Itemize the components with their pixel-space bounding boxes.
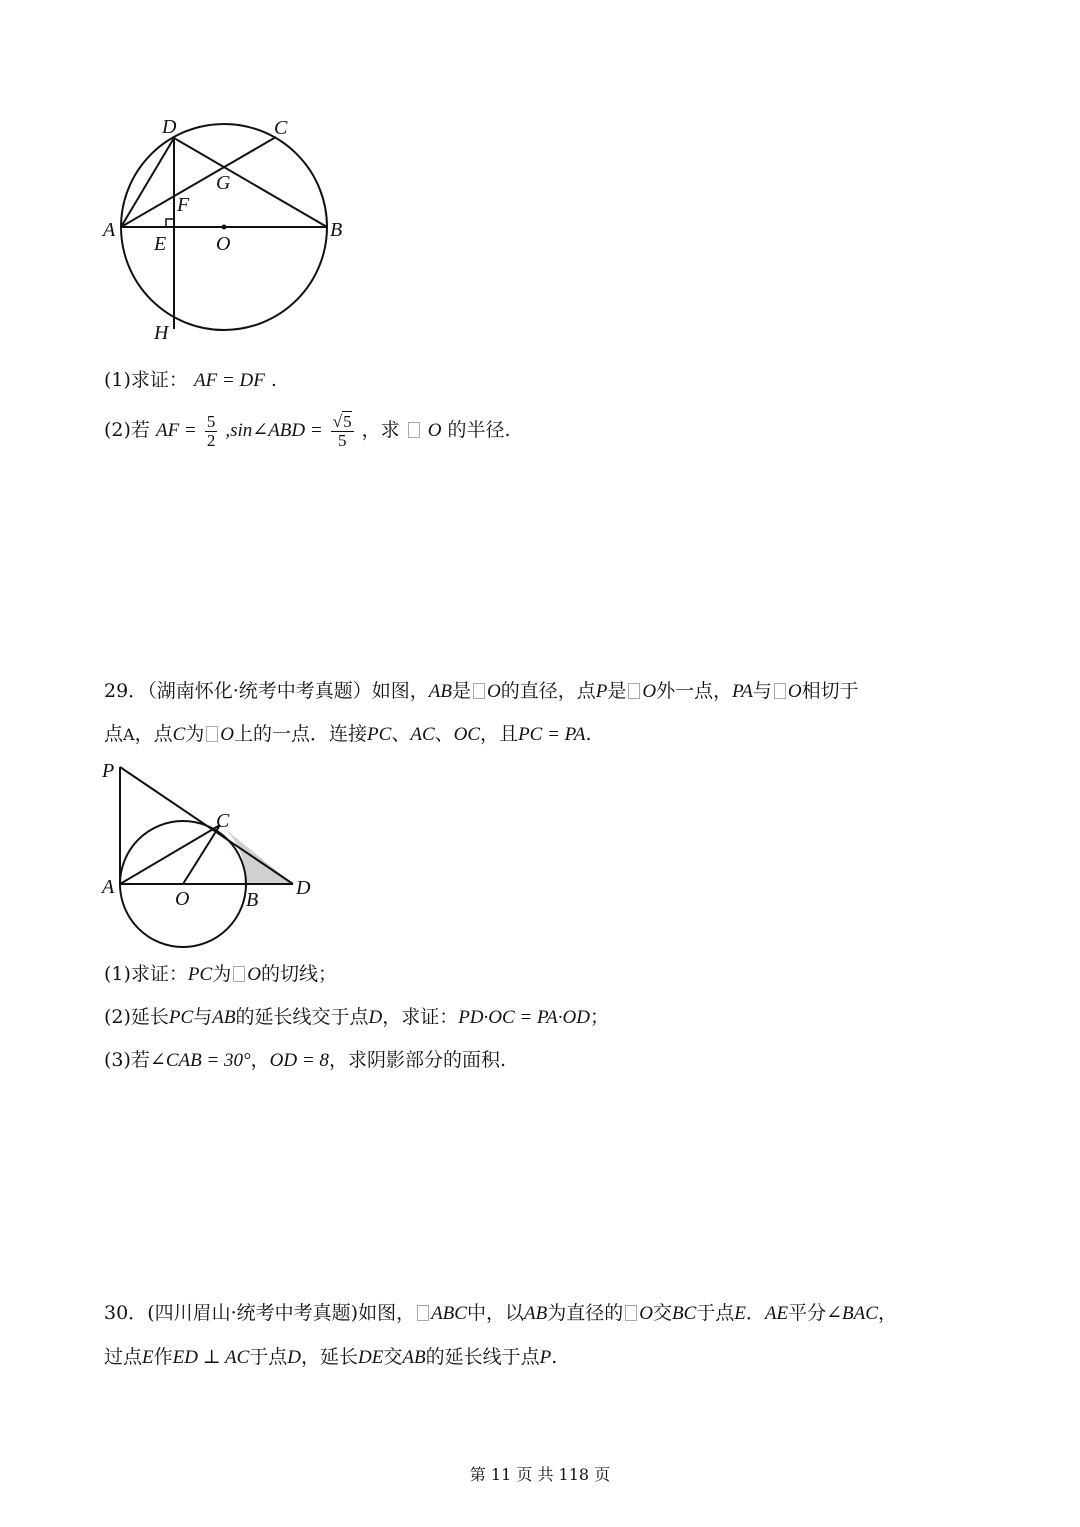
label-p: P (102, 760, 115, 782)
math-bc: BC (671, 1303, 697, 1324)
q30-source: (四川眉山·统考中考真题) (147, 1302, 359, 1324)
math-ac: AC (410, 724, 435, 745)
text: (3)若 (104, 1049, 150, 1071)
fraction-5-2 (205, 413, 218, 450)
text: 为 (185, 723, 205, 745)
text: ． (745, 1302, 765, 1324)
text: 为直径的 (547, 1302, 624, 1324)
label-f: F (177, 194, 190, 216)
segment-ad (121, 138, 174, 227)
text: ，延长 (301, 1346, 359, 1368)
label-h: H (154, 322, 169, 344)
text: . (551, 1346, 558, 1368)
text: 是 (451, 680, 471, 702)
text: 上的一点．连接 (234, 723, 368, 745)
math-od: OD = 8 (269, 1050, 329, 1071)
q29-part2 (104, 1003, 609, 1032)
footer-text: 页 (594, 1465, 611, 1484)
math-o: O (220, 724, 235, 745)
label-a2: A (102, 876, 115, 898)
label-e: E (154, 233, 167, 255)
q28-part1-expr: AF = DF (193, 370, 265, 391)
math-o: O (247, 964, 261, 985)
text: 、 (391, 723, 411, 745)
fraction-numerator-sqrt (331, 413, 354, 432)
label-o: O (216, 233, 231, 255)
figure-circle-abdc (100, 110, 360, 350)
text: 的直径，点 (500, 680, 596, 702)
math-oc: OC (453, 724, 481, 745)
math-abc: ABC (431, 1303, 467, 1324)
label-b2: B (246, 889, 259, 911)
missing-glyph-box (206, 726, 218, 742)
math-pc-eq-pa: PC = PA (518, 724, 586, 745)
chord-ac (121, 137, 276, 227)
segment-oc (183, 825, 220, 884)
text: ， (250, 1049, 270, 1071)
text: 如图， (358, 1302, 416, 1324)
missing-glyph-box (774, 683, 786, 699)
label-d: D (162, 116, 177, 138)
math-expr: PD·OC = PA·OD (458, 1007, 590, 1028)
text: 作 (153, 1346, 173, 1368)
math-e: E (734, 1303, 746, 1324)
text: 的延长线交于点 (235, 1006, 369, 1028)
page-number: 11 (490, 1465, 512, 1484)
total-pages: 118 (558, 1465, 590, 1484)
q28-part1 (104, 366, 277, 395)
figure-tangent-pcd (98, 755, 328, 955)
text: 过点 (104, 1346, 143, 1368)
text: ，点 (134, 723, 173, 745)
q28-part2-sin: ,sin∠ABD = (225, 420, 323, 441)
q29-number: 29． (104, 680, 148, 702)
math-o: O (642, 681, 657, 702)
math-o: O (486, 681, 501, 702)
math-ab: AB (428, 681, 452, 702)
text: ，求证： (382, 1006, 459, 1028)
missing-glyph-box (233, 966, 245, 982)
sqrt-symbol: √ (332, 411, 343, 431)
math-ab: AB (402, 1347, 426, 1368)
missing-glyph-box (473, 683, 485, 699)
q28-part2-af: AF = (155, 420, 197, 441)
page-footer (0, 1462, 1080, 1485)
missing-glyph-box (628, 683, 640, 699)
text: . (585, 723, 592, 745)
label-d2: D (296, 877, 311, 899)
text: ，且 (480, 723, 519, 745)
math-p: P (595, 681, 608, 702)
q29-part3 (104, 1046, 506, 1075)
q30-stem-line2 (104, 1343, 557, 1372)
q30-number: 30． (104, 1302, 148, 1324)
center-dot-o (222, 225, 227, 230)
text: 与 (193, 1006, 213, 1028)
math-d: D (368, 1007, 383, 1028)
segment-ac (120, 825, 220, 884)
q30-stem-line1 (104, 1299, 897, 1328)
math-perp: ED ⊥ AC (172, 1347, 250, 1368)
text: ， (877, 1302, 897, 1324)
text: 于点 (249, 1346, 288, 1368)
missing-glyph-box (408, 422, 420, 438)
text: 是 (607, 680, 627, 702)
footer-text: 页 共 (516, 1465, 554, 1484)
math-pc: PC (367, 724, 392, 745)
q28-part2 (104, 410, 511, 451)
q28-part2-prefix: (2)若 (104, 419, 156, 441)
q29-stem-line2 (104, 720, 591, 749)
q29-part1 (104, 960, 337, 989)
math-ab: AB (212, 1007, 236, 1028)
q29-stem-line1 (104, 677, 859, 706)
fraction-numerator: 5 (206, 411, 216, 431)
text: 点 (104, 723, 124, 745)
text: 相切于 (801, 680, 859, 702)
text: 、 (434, 723, 454, 745)
text: ； (589, 1006, 609, 1028)
text: 于点 (696, 1302, 735, 1324)
text: 如图， (371, 680, 429, 702)
q28-part2-o: O (427, 420, 442, 441)
text: 平分 (788, 1302, 827, 1324)
text: 的延长线于点 (425, 1346, 540, 1368)
math-a: A (123, 725, 135, 744)
math-p: P (539, 1347, 552, 1368)
math-e: E (142, 1347, 154, 1368)
math-angle: ∠CAB = 30° (149, 1050, 251, 1071)
label-o2: O (175, 888, 190, 910)
shaded-region (220, 825, 293, 884)
q28-part2-tail: ，求 (361, 419, 400, 441)
label-a: A (103, 219, 116, 241)
shaded-arc-fill (220, 825, 245, 884)
label-c: C (274, 117, 288, 139)
math-de: DE (358, 1347, 384, 1368)
text: 为 (212, 963, 232, 985)
text: 外一点， (656, 680, 733, 702)
missing-glyph-box (625, 1305, 637, 1321)
text: (1)求证： (104, 963, 188, 985)
math-o: O (787, 681, 802, 702)
text: 交 (652, 1302, 672, 1324)
q28-part1-end: . (270, 369, 277, 391)
fraction-denominator-2: 5 (337, 430, 347, 450)
math-c: C (172, 724, 186, 745)
q28-part2-end: 的半径. (447, 419, 511, 441)
math-pc: PC (187, 964, 213, 985)
text: 交 (383, 1346, 403, 1368)
sqrt-arg: 5 (343, 411, 352, 431)
text: (2)延长 (104, 1006, 169, 1028)
segment-pd (120, 767, 293, 884)
right-angle-mark (166, 219, 174, 227)
math-ae: AE (764, 1303, 789, 1324)
text: 中，以 (466, 1302, 524, 1324)
math-ab: AB (523, 1303, 548, 1324)
label-c2: C (216, 810, 230, 832)
math-bac: ∠BAC (826, 1303, 878, 1324)
q29-source: （湖南怀化·统考中考真题） (147, 680, 372, 702)
missing-glyph-box (417, 1305, 429, 1321)
math-d: D (287, 1347, 302, 1368)
q28-part1-prefix: (1)求证： (104, 369, 188, 391)
math-pa: PA (732, 681, 753, 702)
label-g: G (216, 172, 231, 194)
fraction-sqrt5-5 (331, 413, 354, 450)
text: 的切线； (260, 963, 337, 985)
fraction-denominator: 2 (206, 430, 216, 450)
text: ，求阴影部分的面积. (328, 1049, 506, 1071)
text: 与 (752, 680, 772, 702)
footer-text: 第 (469, 1465, 486, 1484)
label-b: B (330, 219, 343, 241)
math-pc: PC (168, 1007, 194, 1028)
math-o: O (639, 1303, 653, 1324)
